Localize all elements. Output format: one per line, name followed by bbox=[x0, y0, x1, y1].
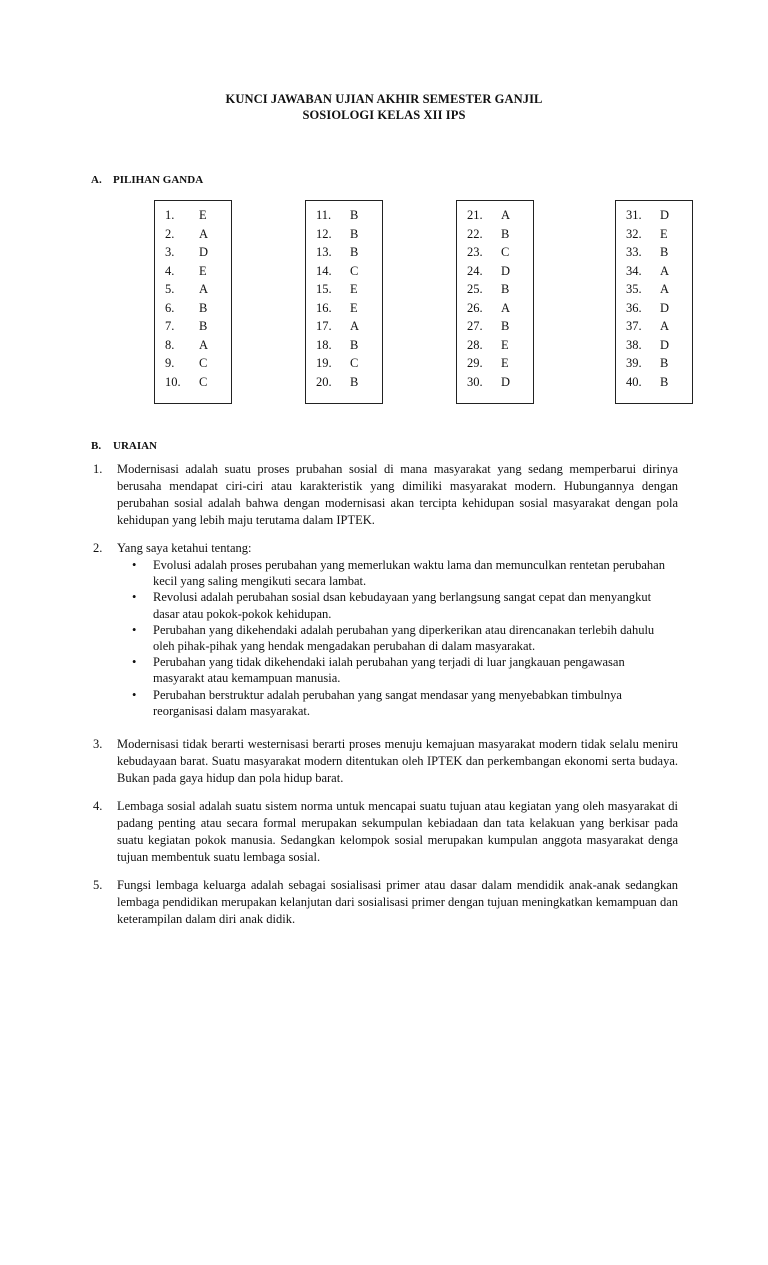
answer-letter: B bbox=[501, 226, 510, 241]
essay-item-2 bbox=[93, 540, 678, 719]
answer-letter: C bbox=[350, 263, 359, 278]
answer-letter: B bbox=[660, 356, 669, 370]
question-number: 15. bbox=[316, 282, 332, 296]
answer-row bbox=[316, 206, 358, 224]
answer-row bbox=[165, 225, 208, 243]
answer-letter: A bbox=[660, 263, 670, 278]
bullet-text: Evolusi adalah proses perubahan yang memerlukan waktu lama dan memunculkan rentetan perubahan kecil yang saling mengikuti secara lambat. bbox=[153, 558, 665, 589]
essay-item-4 bbox=[93, 798, 678, 866]
essay-answer-text: Modernisasi tidak berarti westernisasi berarti proses menuju kemajuan masyarakat modern tidak selalu meniru kebudayaan barat. Suatu masyarakat modern ditentukan oleh IPTEK dan perkembangan ekonomi serta budaya. Bukan pada gaya hidup dan pola hidup barat. bbox=[117, 737, 678, 785]
essay-number: 2. bbox=[93, 541, 103, 555]
doc-title-line1: KUNCI JAWABAN UJIAN AKHIR SEMESTER GANJIL bbox=[225, 92, 543, 106]
answer-row bbox=[467, 243, 509, 261]
question-number: 10. bbox=[165, 374, 181, 389]
answer-letter: A bbox=[501, 208, 511, 222]
essay-item-5 bbox=[93, 877, 678, 928]
answer-letter: A bbox=[199, 337, 209, 352]
answer-letter: B bbox=[501, 282, 510, 296]
answer-letter: A bbox=[660, 282, 670, 296]
question-number: 21. bbox=[467, 208, 483, 222]
question-number: 34. bbox=[626, 263, 642, 278]
answer-letter: B bbox=[350, 208, 359, 222]
question-number: 12. bbox=[316, 226, 332, 241]
answer-row bbox=[165, 317, 207, 335]
bullet-item bbox=[129, 557, 678, 589]
question-number: 8. bbox=[165, 337, 175, 352]
bullet-icon: • bbox=[132, 655, 137, 670]
answer-row bbox=[165, 262, 207, 280]
answer-letter: E bbox=[199, 208, 207, 222]
answer-row bbox=[316, 354, 358, 372]
answer-letter: B bbox=[501, 319, 510, 333]
question-number: 11. bbox=[316, 208, 332, 222]
essay-answer-text: Fungsi lembaga keluarga adalah sebagai sosialisasi primer atau dasar dalam mendidik anak-anak sedangkan lembaga pendidikan merupakan kelanjutan dari sosialisasi primer dengan tujuan meningkatkan kemampuan dan keterampilan dalam diri anak didik. bbox=[117, 878, 678, 926]
section-b-title: URAIAN bbox=[113, 440, 157, 452]
answer-row bbox=[626, 317, 669, 335]
answer-row bbox=[626, 280, 669, 298]
question-number: 3. bbox=[165, 245, 175, 259]
answer-letter: A bbox=[501, 300, 511, 315]
essay-number: 4. bbox=[93, 799, 103, 813]
bullet-icon: • bbox=[132, 558, 137, 572]
answer-letter: A bbox=[660, 319, 670, 333]
essay-answer-text: Yang saya ketahui tentang: bbox=[117, 541, 252, 555]
answer-letter: D bbox=[501, 263, 511, 278]
answer-row bbox=[467, 354, 509, 372]
question-number: 39. bbox=[626, 356, 642, 370]
bullet-text: Revolusi adalah perubahan sosial dsan kebudayaan yang berlangsung sangat cepat dan menyangkut dasar atau pokok-pokok kehidupan. bbox=[153, 590, 652, 621]
answer-row bbox=[165, 336, 208, 354]
answer-box-2 bbox=[305, 200, 383, 404]
section-a-title: PILIHAN GANDA bbox=[113, 174, 204, 186]
section-b-heading bbox=[91, 440, 157, 452]
question-number: 17. bbox=[316, 319, 332, 333]
answer-row bbox=[626, 373, 668, 391]
answer-letter: D bbox=[660, 300, 670, 315]
answer-letter: E bbox=[350, 300, 358, 315]
question-number: 33. bbox=[626, 245, 642, 259]
answer-row bbox=[316, 243, 358, 261]
answer-letter: B bbox=[660, 245, 669, 259]
bullet-list bbox=[129, 557, 678, 719]
answer-row bbox=[316, 299, 358, 317]
answer-row bbox=[467, 206, 510, 224]
answer-row bbox=[316, 336, 358, 354]
answer-row bbox=[165, 280, 208, 298]
answer-box-1 bbox=[154, 200, 232, 404]
section-b-number: B. bbox=[91, 440, 102, 452]
answer-row bbox=[626, 262, 669, 280]
answer-letter: E bbox=[660, 226, 668, 241]
answer-letter: E bbox=[350, 282, 358, 296]
question-number: 20. bbox=[316, 374, 332, 389]
question-number: 22. bbox=[467, 226, 483, 241]
question-number: 32. bbox=[626, 226, 642, 241]
answer-row bbox=[467, 299, 510, 317]
answer-letter: B bbox=[660, 374, 669, 389]
essay-answer-text: Lembaga sosial adalah suatu sistem norma untuk mencapai suatu tujuan atau kegiatan yang oleh masyarakat di padang penting atau secara formal merupakan sekumpulan kebiadaan dan tata kelakuan yang berkisar pada suatu kegiatan pokok manusia. Sedangkan kelompok sosial merupakan kumpulan anggota masyarakat denga tujuan membentuk suatu lembaga sosial. bbox=[117, 799, 678, 864]
bullet-item bbox=[129, 622, 678, 654]
answer-row bbox=[165, 299, 207, 317]
bullet-item bbox=[129, 589, 678, 621]
essay-answer-text: Modernisasi adalah suatu proses prubahan sosial di mana masyarakat yang sedang memperbarui dirinya berusaha mendapat ciri-ciri atau karakteristik yang dimiliki masyarakat modern. Hubungannya dengan perubahan sosial adalah bahwa dengan modernisasi akan tercipta kehidupan sosial masyarakat dengan pola kehidupan yang lebih maju terutama dalam IPTEK. bbox=[117, 462, 678, 527]
answer-row bbox=[316, 280, 358, 298]
bullet-icon: • bbox=[132, 590, 137, 605]
bullet-item bbox=[129, 687, 678, 719]
question-number: 18. bbox=[316, 337, 332, 352]
answer-letter: D bbox=[660, 208, 670, 222]
answer-letter: D bbox=[660, 337, 670, 352]
answer-box-4 bbox=[615, 200, 693, 404]
bullet-text: Perubahan berstruktur adalah perubahan yang sangat mendasar yang menyebabkan timbulnya reorganisasi dalam masyarakat. bbox=[153, 687, 622, 718]
answer-row bbox=[626, 336, 669, 354]
question-number: 35. bbox=[626, 282, 642, 296]
question-number: 38. bbox=[626, 337, 642, 352]
answer-row bbox=[316, 373, 358, 391]
question-number: 31. bbox=[626, 208, 642, 222]
answer-row bbox=[165, 373, 207, 391]
essay-number: 1. bbox=[93, 462, 103, 476]
answer-letter: B bbox=[350, 226, 359, 241]
answer-letter: B bbox=[350, 245, 359, 259]
answer-letter: B bbox=[350, 337, 359, 352]
answer-row bbox=[165, 354, 207, 372]
question-number: 37. bbox=[626, 319, 642, 333]
answer-letter: B bbox=[350, 374, 359, 389]
answer-letter: C bbox=[199, 374, 208, 389]
answer-row bbox=[626, 225, 668, 243]
question-number: 23. bbox=[467, 245, 483, 259]
answer-letter: E bbox=[501, 337, 509, 352]
section-a-number: A. bbox=[91, 174, 102, 186]
essay-number: 5. bbox=[93, 878, 103, 892]
answer-letter: A bbox=[199, 226, 209, 241]
bullet-item bbox=[129, 654, 678, 686]
bullet-icon: • bbox=[132, 687, 137, 702]
answer-row bbox=[626, 299, 669, 317]
answer-row bbox=[316, 225, 358, 243]
answer-row bbox=[467, 336, 509, 354]
question-number: 5. bbox=[165, 282, 175, 296]
answer-letter: C bbox=[350, 356, 359, 370]
bullet-text: Perubahan yang tidak dikehendaki ialah perubahan yang terjadi di luar jangkauan pengawasan masyarakt atau kemampuan manusia. bbox=[153, 655, 625, 686]
answer-letter: A bbox=[350, 319, 360, 333]
answer-letter: A bbox=[199, 282, 209, 296]
question-number: 29. bbox=[467, 356, 483, 370]
answer-letter: B bbox=[199, 300, 208, 315]
answer-letter: C bbox=[199, 356, 208, 370]
answer-box-3 bbox=[456, 200, 534, 404]
answer-row bbox=[467, 317, 509, 335]
question-number: 40. bbox=[626, 374, 642, 389]
answer-row bbox=[165, 206, 207, 224]
answer-row bbox=[316, 262, 358, 280]
answer-row bbox=[626, 354, 668, 372]
question-number: 27. bbox=[467, 319, 483, 333]
section-a-heading bbox=[91, 174, 203, 186]
question-number: 6. bbox=[165, 300, 175, 315]
bullet-icon: • bbox=[132, 622, 137, 637]
question-number: 16. bbox=[316, 300, 332, 315]
question-number: 30. bbox=[467, 374, 483, 389]
question-number: 26. bbox=[467, 300, 483, 315]
answer-letter: C bbox=[501, 245, 510, 259]
answer-row bbox=[467, 280, 509, 298]
answer-letter: B bbox=[199, 319, 208, 333]
question-number: 2. bbox=[165, 226, 175, 241]
answer-row bbox=[626, 243, 668, 261]
answer-row bbox=[165, 243, 208, 261]
question-number: 7. bbox=[165, 319, 175, 333]
question-number: 28. bbox=[467, 337, 483, 352]
question-number: 14. bbox=[316, 263, 332, 278]
answer-row bbox=[316, 317, 359, 335]
question-number: 13. bbox=[316, 245, 332, 259]
essay-number: 3. bbox=[93, 737, 103, 751]
answer-row bbox=[467, 225, 509, 243]
question-number: 24. bbox=[467, 263, 483, 278]
answer-letter: E bbox=[501, 356, 509, 370]
answer-letter: D bbox=[501, 374, 511, 389]
question-number: 25. bbox=[467, 282, 483, 296]
question-number: 19. bbox=[316, 356, 332, 370]
bullet-text: Perubahan yang dikehendaki adalah perubahan yang diperkerikan atau direncanakan terlebih dahulu oleh pihak-pihak yang hendak mengadakan perubahan di dalam masyarakat. bbox=[153, 622, 655, 654]
question-number: 9. bbox=[165, 356, 175, 370]
answer-row bbox=[626, 206, 669, 224]
essay-item-3 bbox=[93, 736, 678, 787]
question-number: 1. bbox=[165, 208, 175, 222]
question-number: 4. bbox=[165, 263, 175, 278]
answer-letter: D bbox=[199, 245, 209, 259]
answer-row bbox=[467, 262, 510, 280]
question-number: 36. bbox=[626, 300, 642, 315]
answer-letter: E bbox=[199, 263, 207, 278]
doc-title-line2: SOSIOLOGI KELAS XII IPS bbox=[302, 108, 466, 122]
answer-row bbox=[467, 373, 510, 391]
essay-item-1 bbox=[93, 461, 678, 529]
